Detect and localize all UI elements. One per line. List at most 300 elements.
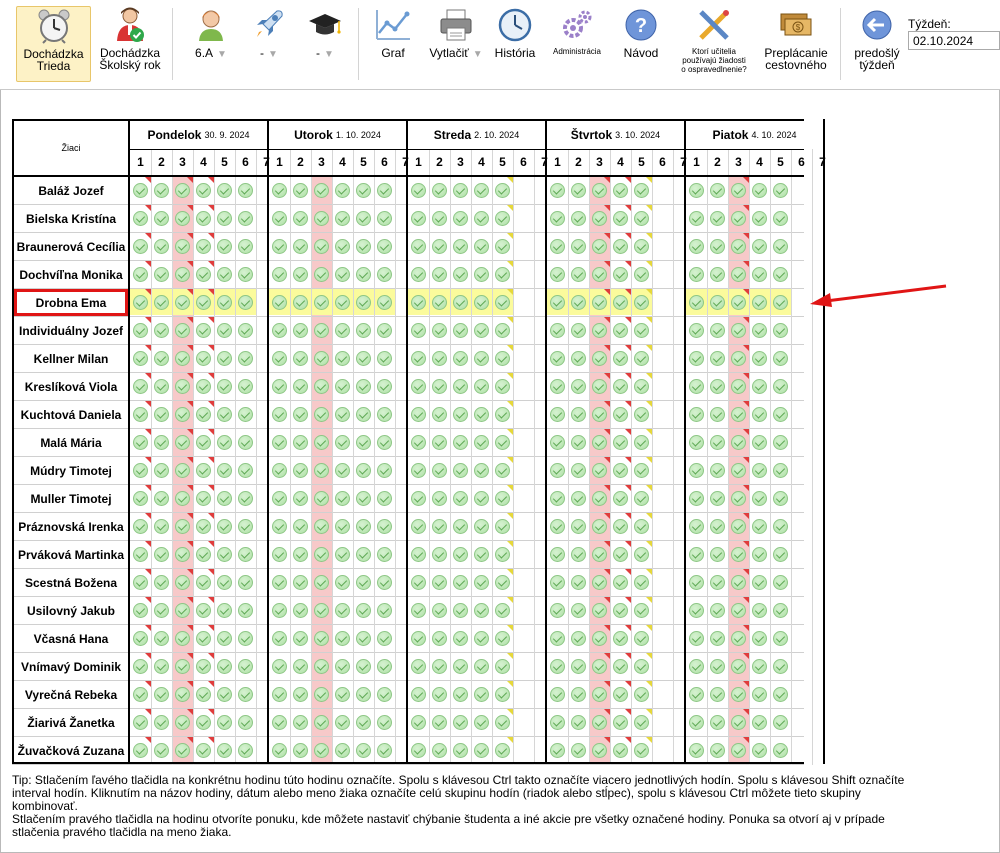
attendance-cell[interactable] bbox=[151, 317, 172, 344]
attendance-cell[interactable] bbox=[374, 709, 395, 736]
attendance-cell[interactable] bbox=[269, 177, 290, 204]
attendance-cell[interactable] bbox=[749, 401, 770, 428]
attendance-cell[interactable] bbox=[353, 653, 374, 680]
attendance-cell[interactable] bbox=[311, 205, 332, 232]
attendance-cell[interactable] bbox=[471, 737, 492, 764]
student-name[interactable]: Usilovný Jakub bbox=[26, 603, 116, 618]
attendance-cell[interactable] bbox=[311, 569, 332, 596]
hour-header[interactable]: 7 bbox=[263, 155, 270, 169]
attendance-cell[interactable] bbox=[151, 737, 172, 764]
attendance-cell[interactable] bbox=[471, 177, 492, 204]
attendance-cell[interactable] bbox=[290, 429, 311, 456]
attendance-cell[interactable] bbox=[353, 737, 374, 764]
attendance-cell[interactable] bbox=[151, 513, 172, 540]
attendance-cell[interactable] bbox=[408, 597, 429, 624]
attendance-cell[interactable] bbox=[311, 681, 332, 708]
student-name[interactable]: Včasná Hana bbox=[33, 631, 109, 646]
attendance-cell[interactable] bbox=[332, 737, 353, 764]
attendance-cell[interactable] bbox=[686, 597, 707, 624]
attendance-cell[interactable] bbox=[332, 429, 353, 456]
attendance-cell[interactable] bbox=[311, 513, 332, 540]
attendance-cell[interactable] bbox=[374, 737, 395, 764]
hour-header[interactable]: 5 bbox=[360, 155, 367, 169]
attendance-cell[interactable] bbox=[151, 401, 172, 428]
attendance-cell[interactable] bbox=[214, 233, 235, 260]
hour-header[interactable]: 2 bbox=[158, 155, 165, 169]
attendance-cell[interactable] bbox=[332, 317, 353, 344]
attendance-cell[interactable] bbox=[686, 569, 707, 596]
attendance-cell[interactable] bbox=[408, 177, 429, 204]
attendance-cell[interactable] bbox=[269, 653, 290, 680]
attendance-cell[interactable] bbox=[429, 177, 450, 204]
attendance-cell[interactable] bbox=[429, 205, 450, 232]
attendance-cell[interactable] bbox=[429, 625, 450, 652]
student-name[interactable]: Drobna Ema bbox=[14, 289, 128, 316]
attendance-cell[interactable] bbox=[353, 317, 374, 344]
attendance-cell[interactable] bbox=[235, 401, 256, 428]
attendance-cell[interactable] bbox=[235, 261, 256, 288]
attendance-cell[interactable] bbox=[353, 597, 374, 624]
attendance-cell[interactable] bbox=[269, 457, 290, 484]
attendance-cell[interactable] bbox=[269, 541, 290, 568]
attendance-cell[interactable] bbox=[686, 653, 707, 680]
attendance-cell[interactable] bbox=[408, 541, 429, 568]
attendance-cell[interactable] bbox=[547, 205, 568, 232]
attendance-cell[interactable] bbox=[408, 345, 429, 372]
attendance-cell[interactable] bbox=[353, 429, 374, 456]
attendance-cell[interactable] bbox=[353, 709, 374, 736]
attendance-cell[interactable] bbox=[353, 681, 374, 708]
attendance-cell[interactable] bbox=[408, 625, 429, 652]
attendance-cell[interactable] bbox=[408, 513, 429, 540]
attendance-cell[interactable] bbox=[235, 625, 256, 652]
attendance-cell[interactable] bbox=[235, 429, 256, 456]
attendance-cell[interactable] bbox=[374, 485, 395, 512]
attendance-cell[interactable] bbox=[151, 485, 172, 512]
attendance-cell[interactable] bbox=[749, 709, 770, 736]
attendance-cell[interactable] bbox=[450, 513, 471, 540]
student-name[interactable]: Prváková Martinka bbox=[17, 547, 125, 562]
attendance-cell[interactable] bbox=[290, 401, 311, 428]
vytlacit-button[interactable] bbox=[426, 6, 486, 82]
attendance-cell[interactable] bbox=[707, 569, 728, 596]
attendance-cell[interactable] bbox=[151, 429, 172, 456]
attendance-cell[interactable] bbox=[547, 597, 568, 624]
attendance-cell[interactable] bbox=[749, 625, 770, 652]
attendance-cell[interactable] bbox=[374, 541, 395, 568]
attendance-cell[interactable] bbox=[568, 429, 589, 456]
attendance-cell[interactable] bbox=[311, 485, 332, 512]
attendance-cell[interactable] bbox=[471, 569, 492, 596]
attendance-cell[interactable] bbox=[408, 233, 429, 260]
attendance-cell[interactable] bbox=[374, 429, 395, 456]
attendance-cell[interactable] bbox=[770, 569, 791, 596]
attendance-cell[interactable] bbox=[707, 485, 728, 512]
hour-header[interactable]: 6 bbox=[798, 155, 805, 169]
attendance-cell[interactable] bbox=[374, 457, 395, 484]
attendance-cell[interactable] bbox=[269, 569, 290, 596]
attendance-cell[interactable] bbox=[214, 373, 235, 400]
attendance-cell[interactable] bbox=[269, 429, 290, 456]
hour-header[interactable]: 3 bbox=[596, 155, 603, 169]
attendance-cell[interactable] bbox=[235, 681, 256, 708]
day-header-3[interactable] bbox=[408, 121, 545, 148]
attendance-cell[interactable] bbox=[770, 541, 791, 568]
attendance-cell[interactable] bbox=[311, 345, 332, 372]
attendance-cell[interactable] bbox=[235, 485, 256, 512]
attendance-cell[interactable] bbox=[374, 345, 395, 372]
attendance-cell[interactable] bbox=[408, 681, 429, 708]
attendance-cell[interactable] bbox=[374, 597, 395, 624]
week-input[interactable] bbox=[908, 31, 1000, 50]
attendance-cell[interactable] bbox=[568, 541, 589, 568]
day-header-4[interactable] bbox=[547, 121, 684, 148]
student-name[interactable]: Múdry Timotej bbox=[30, 463, 112, 478]
attendance-cell[interactable] bbox=[311, 401, 332, 428]
attendance-cell[interactable] bbox=[332, 233, 353, 260]
attendance-cell[interactable] bbox=[707, 541, 728, 568]
day-date[interactable]: 2. 10. 2024 bbox=[474, 129, 520, 140]
attendance-cell[interactable] bbox=[547, 737, 568, 764]
attendance-cell[interactable] bbox=[332, 345, 353, 372]
attendance-cell[interactable] bbox=[707, 653, 728, 680]
student-name[interactable]: Žuvačková Zuzana bbox=[17, 743, 125, 758]
attendance-cell[interactable] bbox=[290, 317, 311, 344]
attendance-cell[interactable] bbox=[353, 625, 374, 652]
attendance-cell[interactable] bbox=[749, 457, 770, 484]
attendance-cell[interactable] bbox=[707, 373, 728, 400]
attendance-cell[interactable] bbox=[408, 205, 429, 232]
attendance-cell[interactable] bbox=[707, 709, 728, 736]
attendance-cell[interactable] bbox=[290, 513, 311, 540]
attendance-cell[interactable] bbox=[290, 653, 311, 680]
attendance-cell[interactable] bbox=[151, 345, 172, 372]
attendance-cell[interactable] bbox=[450, 233, 471, 260]
attendance-cell[interactable] bbox=[290, 681, 311, 708]
attendance-cell[interactable] bbox=[374, 261, 395, 288]
attendance-cell[interactable] bbox=[686, 709, 707, 736]
attendance-cell[interactable] bbox=[151, 177, 172, 204]
attendance-cell[interactable] bbox=[332, 541, 353, 568]
attendance-cell[interactable] bbox=[749, 597, 770, 624]
attendance-cell[interactable] bbox=[471, 653, 492, 680]
attendance-cell[interactable] bbox=[450, 709, 471, 736]
attendance-cell[interactable] bbox=[429, 513, 450, 540]
rocket-select-button[interactable] bbox=[244, 6, 294, 82]
attendance-cell[interactable] bbox=[770, 401, 791, 428]
attendance-cell[interactable] bbox=[429, 401, 450, 428]
attendance-cell[interactable] bbox=[311, 737, 332, 764]
attendance-cell[interactable] bbox=[450, 597, 471, 624]
attendance-cell[interactable] bbox=[686, 681, 707, 708]
attendance-cell[interactable] bbox=[471, 681, 492, 708]
attendance-cell[interactable] bbox=[214, 569, 235, 596]
attendance-cell[interactable] bbox=[749, 373, 770, 400]
attendance-cell[interactable] bbox=[770, 737, 791, 764]
attendance-cell[interactable] bbox=[374, 205, 395, 232]
attendance-cell[interactable] bbox=[311, 289, 332, 316]
attendance-cell[interactable] bbox=[429, 233, 450, 260]
attendance-cell[interactable] bbox=[235, 233, 256, 260]
attendance-cell[interactable] bbox=[707, 625, 728, 652]
attendance-cell[interactable] bbox=[332, 709, 353, 736]
attendance-cell[interactable] bbox=[408, 457, 429, 484]
attendance-cell[interactable] bbox=[269, 345, 290, 372]
attendance-cell[interactable] bbox=[450, 625, 471, 652]
attendance-cell[interactable] bbox=[450, 485, 471, 512]
attendance-cell[interactable] bbox=[374, 177, 395, 204]
attendance-cell[interactable] bbox=[332, 205, 353, 232]
attendance-cell[interactable] bbox=[214, 681, 235, 708]
attendance-cell[interactable] bbox=[450, 737, 471, 764]
dochadzka-trieda-button[interactable] bbox=[16, 6, 91, 82]
attendance-cell[interactable] bbox=[749, 261, 770, 288]
attendance-cell[interactable] bbox=[568, 373, 589, 400]
attendance-cell[interactable] bbox=[290, 373, 311, 400]
attendance-cell[interactable] bbox=[214, 429, 235, 456]
attendance-cell[interactable] bbox=[547, 681, 568, 708]
attendance-cell[interactable] bbox=[235, 569, 256, 596]
attendance-cell[interactable] bbox=[568, 289, 589, 316]
attendance-cell[interactable] bbox=[770, 653, 791, 680]
attendance-cell[interactable] bbox=[547, 653, 568, 680]
student-name[interactable]: Práznovská Irenka bbox=[18, 519, 124, 534]
attendance-cell[interactable] bbox=[471, 317, 492, 344]
attendance-cell[interactable] bbox=[290, 485, 311, 512]
attendance-cell[interactable] bbox=[290, 261, 311, 288]
attendance-cell[interactable] bbox=[471, 233, 492, 260]
attendance-cell[interactable] bbox=[568, 709, 589, 736]
attendance-cell[interactable] bbox=[332, 681, 353, 708]
attendance-cell[interactable] bbox=[749, 513, 770, 540]
attendance-cell[interactable] bbox=[686, 513, 707, 540]
attendance-cell[interactable] bbox=[353, 485, 374, 512]
attendance-cell[interactable] bbox=[686, 289, 707, 316]
attendance-cell[interactable] bbox=[408, 261, 429, 288]
day-date[interactable]: 30. 9. 2024 bbox=[204, 129, 250, 140]
attendance-cell[interactable] bbox=[749, 653, 770, 680]
attendance-cell[interactable] bbox=[290, 709, 311, 736]
attendance-cell[interactable] bbox=[686, 373, 707, 400]
administracia-button[interactable] bbox=[546, 6, 608, 82]
attendance-cell[interactable] bbox=[214, 597, 235, 624]
attendance-cell[interactable] bbox=[471, 485, 492, 512]
day-header-2[interactable] bbox=[269, 121, 406, 148]
attendance-cell[interactable] bbox=[568, 737, 589, 764]
attendance-cell[interactable] bbox=[686, 429, 707, 456]
attendance-cell[interactable] bbox=[374, 653, 395, 680]
attendance-cell[interactable] bbox=[450, 457, 471, 484]
attendance-cell[interactable] bbox=[568, 317, 589, 344]
hour-header[interactable]: 2 bbox=[575, 155, 582, 169]
attendance-cell[interactable] bbox=[471, 709, 492, 736]
hour-header[interactable]: 4 bbox=[756, 155, 763, 169]
attendance-cell[interactable] bbox=[214, 653, 235, 680]
attendance-cell[interactable] bbox=[770, 681, 791, 708]
attendance-cell[interactable] bbox=[332, 625, 353, 652]
attendance-cell[interactable] bbox=[429, 541, 450, 568]
attendance-cell[interactable] bbox=[214, 289, 235, 316]
attendance-cell[interactable] bbox=[568, 513, 589, 540]
attendance-cell[interactable] bbox=[214, 737, 235, 764]
attendance-cell[interactable] bbox=[408, 401, 429, 428]
attendance-cell[interactable] bbox=[450, 541, 471, 568]
attendance-cell[interactable] bbox=[547, 261, 568, 288]
attendance-cell[interactable] bbox=[290, 457, 311, 484]
hour-header[interactable]: 6 bbox=[242, 155, 249, 169]
attendance-cell[interactable] bbox=[749, 681, 770, 708]
attendance-cell[interactable] bbox=[749, 233, 770, 260]
hour-header[interactable]: 1 bbox=[276, 155, 283, 169]
predosly-tyzden-button[interactable] bbox=[848, 6, 906, 82]
student-name[interactable]: Dochvíľna Monika bbox=[19, 267, 123, 282]
attendance-cell[interactable] bbox=[686, 345, 707, 372]
attendance-cell[interactable] bbox=[353, 569, 374, 596]
attendance-cell[interactable] bbox=[686, 261, 707, 288]
attendance-cell[interactable] bbox=[332, 597, 353, 624]
attendance-cell[interactable] bbox=[311, 233, 332, 260]
attendance-cell[interactable] bbox=[408, 737, 429, 764]
attendance-cell[interactable] bbox=[568, 569, 589, 596]
attendance-cell[interactable] bbox=[332, 373, 353, 400]
attendance-cell[interactable] bbox=[450, 177, 471, 204]
attendance-cell[interactable] bbox=[707, 205, 728, 232]
attendance-cell[interactable] bbox=[547, 569, 568, 596]
attendance-cell[interactable] bbox=[311, 541, 332, 568]
attendance-cell[interactable] bbox=[332, 261, 353, 288]
hour-header[interactable]: 5 bbox=[638, 155, 645, 169]
attendance-cell[interactable] bbox=[311, 709, 332, 736]
attendance-cell[interactable] bbox=[290, 541, 311, 568]
attendance-cell[interactable] bbox=[568, 177, 589, 204]
attendance-cell[interactable] bbox=[235, 289, 256, 316]
attendance-cell[interactable] bbox=[547, 485, 568, 512]
attendance-cell[interactable] bbox=[290, 737, 311, 764]
attendance-cell[interactable] bbox=[547, 625, 568, 652]
attendance-cell[interactable] bbox=[429, 569, 450, 596]
attendance-cell[interactable] bbox=[770, 317, 791, 344]
hour-header[interactable]: 6 bbox=[520, 155, 527, 169]
attendance-cell[interactable] bbox=[450, 205, 471, 232]
attendance-cell[interactable] bbox=[235, 345, 256, 372]
attendance-cell[interactable] bbox=[547, 513, 568, 540]
attendance-cell[interactable] bbox=[547, 317, 568, 344]
attendance-cell[interactable] bbox=[686, 233, 707, 260]
student-name[interactable]: Kellner Milan bbox=[33, 351, 109, 366]
attendance-cell[interactable] bbox=[151, 289, 172, 316]
attendance-cell[interactable] bbox=[749, 345, 770, 372]
attendance-cell[interactable] bbox=[235, 737, 256, 764]
attendance-cell[interactable] bbox=[471, 373, 492, 400]
hour-header[interactable]: 7 bbox=[541, 155, 548, 169]
hour-header[interactable]: 4 bbox=[339, 155, 346, 169]
attendance-cell[interactable] bbox=[353, 401, 374, 428]
student-name[interactable]: Vyrečná Rebeka bbox=[24, 687, 118, 702]
student-name[interactable]: Scestná Božena bbox=[24, 575, 118, 590]
class-select-button[interactable] bbox=[184, 6, 238, 82]
attendance-cell[interactable] bbox=[290, 569, 311, 596]
attendance-cell[interactable] bbox=[471, 457, 492, 484]
attendance-cell[interactable] bbox=[749, 177, 770, 204]
attendance-cell[interactable] bbox=[214, 317, 235, 344]
hour-header[interactable]: 3 bbox=[179, 155, 186, 169]
attendance-cell[interactable] bbox=[429, 317, 450, 344]
attendance-cell[interactable] bbox=[450, 429, 471, 456]
attendance-cell[interactable] bbox=[707, 401, 728, 428]
attendance-cell[interactable] bbox=[686, 625, 707, 652]
hour-header[interactable]: 7 bbox=[819, 155, 826, 169]
attendance-cell[interactable] bbox=[332, 485, 353, 512]
attendance-cell[interactable] bbox=[235, 653, 256, 680]
attendance-cell[interactable] bbox=[429, 485, 450, 512]
attendance-cell[interactable] bbox=[151, 373, 172, 400]
attendance-cell[interactable] bbox=[429, 709, 450, 736]
attendance-cell[interactable] bbox=[770, 457, 791, 484]
attendance-cell[interactable] bbox=[269, 709, 290, 736]
attendance-cell[interactable] bbox=[686, 401, 707, 428]
attendance-cell[interactable] bbox=[290, 625, 311, 652]
attendance-cell[interactable] bbox=[269, 233, 290, 260]
attendance-cell[interactable] bbox=[568, 233, 589, 260]
attendance-cell[interactable] bbox=[311, 429, 332, 456]
attendance-cell[interactable] bbox=[214, 177, 235, 204]
attendance-cell[interactable] bbox=[707, 317, 728, 344]
attendance-cell[interactable] bbox=[749, 737, 770, 764]
hour-header[interactable]: 4 bbox=[478, 155, 485, 169]
attendance-cell[interactable] bbox=[214, 261, 235, 288]
student-name[interactable]: Vnímavý Dominik bbox=[20, 659, 122, 674]
attendance-cell[interactable] bbox=[770, 177, 791, 204]
attendance-cell[interactable] bbox=[332, 569, 353, 596]
attendance-cell[interactable] bbox=[707, 457, 728, 484]
attendance-cell[interactable] bbox=[214, 709, 235, 736]
attendance-cell[interactable] bbox=[269, 317, 290, 344]
hour-header[interactable]: 6 bbox=[381, 155, 388, 169]
attendance-cell[interactable] bbox=[770, 261, 791, 288]
attendance-cell[interactable] bbox=[353, 177, 374, 204]
attendance-cell[interactable] bbox=[374, 233, 395, 260]
attendance-cell[interactable] bbox=[269, 485, 290, 512]
attendance-cell[interactable] bbox=[450, 317, 471, 344]
attendance-cell[interactable] bbox=[707, 261, 728, 288]
attendance-cell[interactable] bbox=[429, 261, 450, 288]
attendance-cell[interactable] bbox=[686, 541, 707, 568]
attendance-cell[interactable] bbox=[707, 233, 728, 260]
hour-header[interactable]: 1 bbox=[415, 155, 422, 169]
hour-header[interactable]: 1 bbox=[137, 155, 144, 169]
attendance-cell[interactable] bbox=[429, 681, 450, 708]
attendance-cell[interactable] bbox=[707, 597, 728, 624]
attendance-cell[interactable] bbox=[568, 345, 589, 372]
attendance-cell[interactable] bbox=[770, 289, 791, 316]
attendance-cell[interactable] bbox=[749, 429, 770, 456]
attendance-cell[interactable] bbox=[770, 205, 791, 232]
attendance-cell[interactable] bbox=[429, 653, 450, 680]
student-name[interactable]: Kreslíková Viola bbox=[24, 379, 118, 394]
attendance-cell[interactable] bbox=[568, 653, 589, 680]
hour-header[interactable]: 6 bbox=[659, 155, 666, 169]
attendance-cell[interactable] bbox=[374, 625, 395, 652]
hour-header[interactable]: 2 bbox=[436, 155, 443, 169]
attendance-cell[interactable] bbox=[707, 177, 728, 204]
attendance-cell[interactable] bbox=[311, 597, 332, 624]
attendance-cell[interactable] bbox=[332, 513, 353, 540]
attendance-cell[interactable] bbox=[568, 597, 589, 624]
attendance-cell[interactable] bbox=[332, 401, 353, 428]
attendance-cell[interactable] bbox=[429, 289, 450, 316]
attendance-cell[interactable] bbox=[749, 569, 770, 596]
attendance-cell[interactable] bbox=[770, 709, 791, 736]
